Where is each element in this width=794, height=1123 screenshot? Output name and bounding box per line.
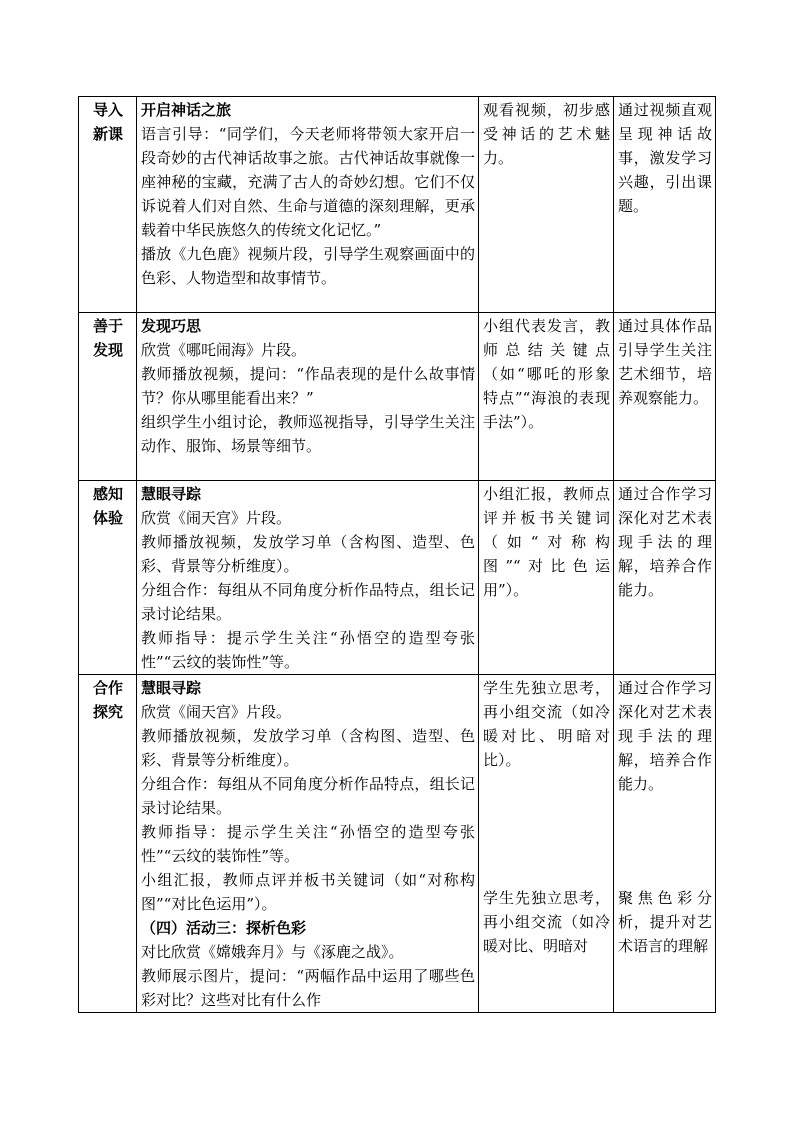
content-paragraph: 组织学生小组讨论，教师巡视指导，引导学生关注动作、服饰、场景等细节。 — [141, 413, 475, 455]
teacher-activity-cell — [137, 313, 479, 481]
content-paragraph: 欣赏《闹天宫》片段。 — [141, 509, 292, 527]
table-row — [79, 313, 716, 481]
design-intent-cell — [614, 675, 716, 1013]
row-label-line: 善于 — [92, 317, 123, 335]
teacher-activity-cell — [137, 97, 479, 313]
row-label-line: 发现 — [92, 341, 123, 359]
table-row — [79, 481, 716, 675]
table-row — [79, 675, 716, 1013]
content-paragraph: 对比欣赏《嫦娥奔月》与《涿鹿之战》。 — [141, 943, 404, 961]
row-label-line: 体验 — [92, 509, 123, 527]
content-paragraph: 教师指导：提示学生关注“孙悟空的造型夸张性”“云纹的装饰性”等。 — [141, 629, 475, 671]
student-activity-cell: 小组代表发言，教师总结关键点（如“哪吒的形象特点”“海浪的表现手法”）。 — [479, 313, 614, 481]
student-activity-text: 学生先独立思考，再小组交流（如冷暖对比、明暗对 — [483, 889, 610, 955]
row-label-line: 新课 — [92, 125, 123, 143]
content-paragraph: 语言引导：“同学们，今天老师将带领大家开启一段奇妙的古代神话故事之旅。古代神话故事就像一座神秘的宝藏，充满了古人的奇妙幻想。它们不仅诉说着人们对自然、生命与道德的深刻理解，更承载着中华民族悠久的传统文化记忆。” — [141, 125, 475, 239]
content-paragraph: 播放《九色鹿》视频片段，引导学生观察画面中的色彩、人物造型和故事情节。 — [141, 245, 475, 287]
content-paragraph: 教师展示图片，提问：“两幅作品中运用了哪些色彩对比？这些对比有什么作 — [141, 967, 475, 1009]
content-paragraph: 欣赏《闹天宫》片段。 — [141, 703, 292, 721]
design-intent-cell: 通过具体作品引导学生关注艺术细节，培养观察能力。 — [614, 313, 716, 481]
content-paragraph: 小组汇报，教师点评并板书关键词（如“对称构图”“对比色运用”）。 — [141, 871, 475, 913]
section-title: 慧眼寻踪 — [141, 679, 202, 697]
table-row — [79, 97, 716, 313]
row-label-line: 合作 — [92, 679, 123, 697]
design-intent-text: 聚焦色彩分析，提升对艺术语言的理解 — [618, 889, 712, 955]
row-label-line: 感知 — [92, 485, 123, 503]
section-title: 开启神话之旅 — [141, 101, 232, 119]
student-activity-cell — [479, 675, 614, 1013]
design-intent-cell: 通过合作学习深化对艺术表现手法的理解，培养合作能力。 — [614, 481, 716, 675]
section-title: 慧眼寻踪 — [141, 485, 202, 503]
teacher-activity-cell — [137, 481, 479, 675]
student-activity-cell: 观看视频，初步感受神话的艺术魅力。 — [479, 97, 614, 313]
row-label — [79, 97, 137, 313]
section-title: 发现巧思 — [141, 317, 202, 335]
activity-subtitle: （四）活动三：探析色彩 — [141, 919, 307, 937]
row-label-line: 探究 — [92, 703, 123, 721]
content-paragraph: 教师播放视频，发放学习单（含构图、造型、色彩、背景等分析维度）。 — [141, 533, 475, 575]
spacer — [618, 796, 712, 886]
content-paragraph: 分组合作：每组从不同角度分析作品特点，组长记录讨论结果。 — [141, 581, 475, 623]
lesson-plan-table — [78, 96, 716, 1013]
content-paragraph: 教师播放视频，发放学习单（含构图、造型、色彩、背景等分析维度）。 — [141, 727, 475, 769]
row-label-line: 导入 — [92, 101, 123, 119]
teacher-activity-cell — [137, 675, 479, 1013]
row-label — [79, 481, 137, 675]
content-paragraph: 教师播放视频，提问：“作品表现的是什么故事情节？你从哪里能看出来？” — [141, 365, 475, 407]
content-paragraph: 教师指导：提示学生关注“孙悟空的造型夸张性”“云纹的装饰性”等。 — [141, 823, 475, 865]
content-paragraph: 欣赏《哪吒闹海》片段。 — [141, 341, 307, 359]
row-label — [79, 675, 137, 1013]
content-paragraph: 分组合作：每组从不同角度分析作品特点，组长记录讨论结果。 — [141, 775, 475, 817]
row-label — [79, 313, 137, 481]
student-activity-text: 学生先独立思考，再小组交流（如冷暖对比、明暗对比）。 — [483, 679, 610, 769]
spacer — [483, 772, 610, 886]
student-activity-cell: 小组汇报，教师点评并板书关键词（如“对称构图”“对比色运用”）。 — [479, 481, 614, 675]
design-intent-text: 通过合作学习深化对艺术表现手法的理解，培养合作能力。 — [618, 679, 712, 793]
design-intent-cell: 通过视频直观呈现神话故事，激发学习兴趣，引出课题。 — [614, 97, 716, 313]
